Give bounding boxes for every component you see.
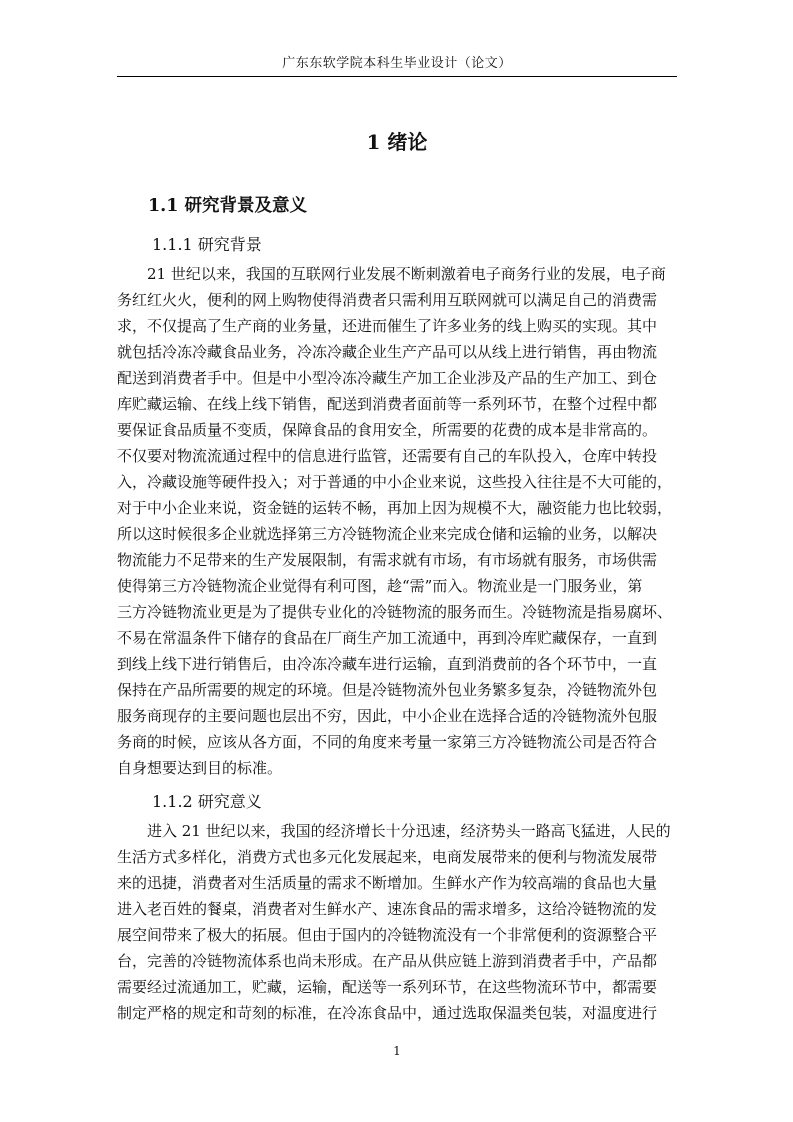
paragraph-line: 自身想要达到目的标准。: [117, 759, 283, 777]
page-header: 广东东软学院本科生毕业设计（论文）: [282, 56, 512, 71]
paragraph-line: 求，不仅提高了生产商的业务量，还进而催生了许多业务的线上购买的实现。其中: [117, 317, 658, 335]
paragraph-line: 制定严格的规定和苛刻的标准，在冷冻食品中，通过选取保温类包装，对温度进行: [117, 1004, 658, 1022]
paragraph-line: 三方冷链物流业更是为了提供专业化的冷链物流的服务而生。冷链物流是指易腐坏、: [117, 603, 673, 621]
paragraph-line: 就包括冷冻冷藏食品业务，冷冻冷藏企业生产产品可以从线上进行销售，再由物流: [117, 343, 658, 361]
paragraph-line: 入，冷藏设施等硬件投入；对于普通的中小企业来说，这些投入往往是不大可能的，: [117, 473, 673, 491]
paragraph-line: 使得第三方冷链物流企业觉得有利可图，趁“需”而入。物流业是一门服务业，第: [117, 577, 643, 595]
paragraph-line: 物流能力不足带来的生产发展限制，有需求就有市场，有市场就有服务，市场供需: [117, 551, 658, 569]
paragraph-line: 21 世纪以来，我国的互联网行业发展不断刺激着电子商务行业的发展，电子商: [147, 265, 666, 283]
paragraph-line: 不仅要对物流流通过程中的信息进行监管，还需要有自己的车队投入，仓库中转投: [117, 447, 658, 465]
paragraph-background: [117, 261, 697, 781]
paragraph-line: 不易在常温条件下储存的食品在厂商生产加工流通中，再到冷库贮藏保存，一直到: [117, 629, 658, 647]
paragraph-line: 保持在产品所需要的规定的环境。但是冷链物流外包业务繁多复杂，冷链物流外包: [117, 681, 658, 699]
subsection-title-significance: 1.1.2 研究意义: [152, 792, 262, 811]
paragraph-significance: [117, 818, 697, 1026]
paragraph-line: 配送到消费者手中。但是中小型冷冻冷藏生产加工企业涉及产品的生产加工、到仓: [117, 369, 658, 387]
paragraph-line: 进入 21 世纪以来，我国的经济增长十分迅速，经济势头一路高飞猛进，人民的: [147, 822, 671, 840]
paragraph-line: 需要经过流通加工，贮藏，运输，配送等一系列环节，在这些物流环节中，都需要: [117, 978, 658, 996]
paragraph-line: 务红红火火，便利的网上购物使得消费者只需利用互联网就可以满足自己的消费需: [117, 291, 658, 309]
paragraph-line: 要保证食品质量不变质，保障食品的食用安全，所需要的花费的成本是非常高的。: [117, 421, 658, 439]
paragraph-line: 来的迅捷，消费者对生活质量的需求不断增加。生鲜水产作为较高端的食品也大量: [117, 874, 658, 892]
subsection-title-background: 1.1.1 研究背景: [152, 235, 262, 254]
paragraph-line: 生活方式多样化，消费方式也多元化发展起来，电商发展带来的便利与物流发展带: [117, 848, 658, 866]
chapter-title: 1 绪论: [366, 130, 428, 154]
paragraph-line: 库贮藏运输、在线上线下销售，配送到消费者面前等一系列环节，在整个过程中都: [117, 395, 658, 413]
paragraph-line: 务商的时候，应该从各方面，不同的角度来考量一家第三方冷链物流公司是否符合: [117, 733, 658, 751]
page-number: 1: [393, 1044, 401, 1058]
paragraph-line: 服务商现存的主要问题也层出不穷，因此，中小企业在选择合适的冷链物流外包服: [117, 707, 658, 725]
paragraph-line: 对于中小企业来说，资金链的运转不畅，再加上因为规模不大，融资能力也比较弱，: [117, 499, 673, 517]
header-divider: [117, 76, 677, 77]
paragraph-line: 台，完善的冷链物流体系也尚未形成。在产品从供应链上游到消费者手中，产品都: [117, 952, 658, 970]
paragraph-line: 进入老百姓的餐桌，消费者对生鲜水产、速冻食品的需求增多，这给冷链物流的发: [117, 900, 658, 918]
paragraph-line: 展空间带来了极大的拓展。但由于国内的冷链物流没有一个非常便利的资源整合平: [117, 926, 658, 944]
section-title: 1.1 研究背景及意义: [148, 196, 308, 216]
paragraph-line: 到线上线下进行销售后，由冷冻冷藏车进行运输，直到消费前的各个环节中，一直: [117, 655, 658, 673]
paragraph-line: 所以这时候很多企业就选择第三方冷链物流企业来完成仓储和运输的业务，以解决: [117, 525, 658, 543]
